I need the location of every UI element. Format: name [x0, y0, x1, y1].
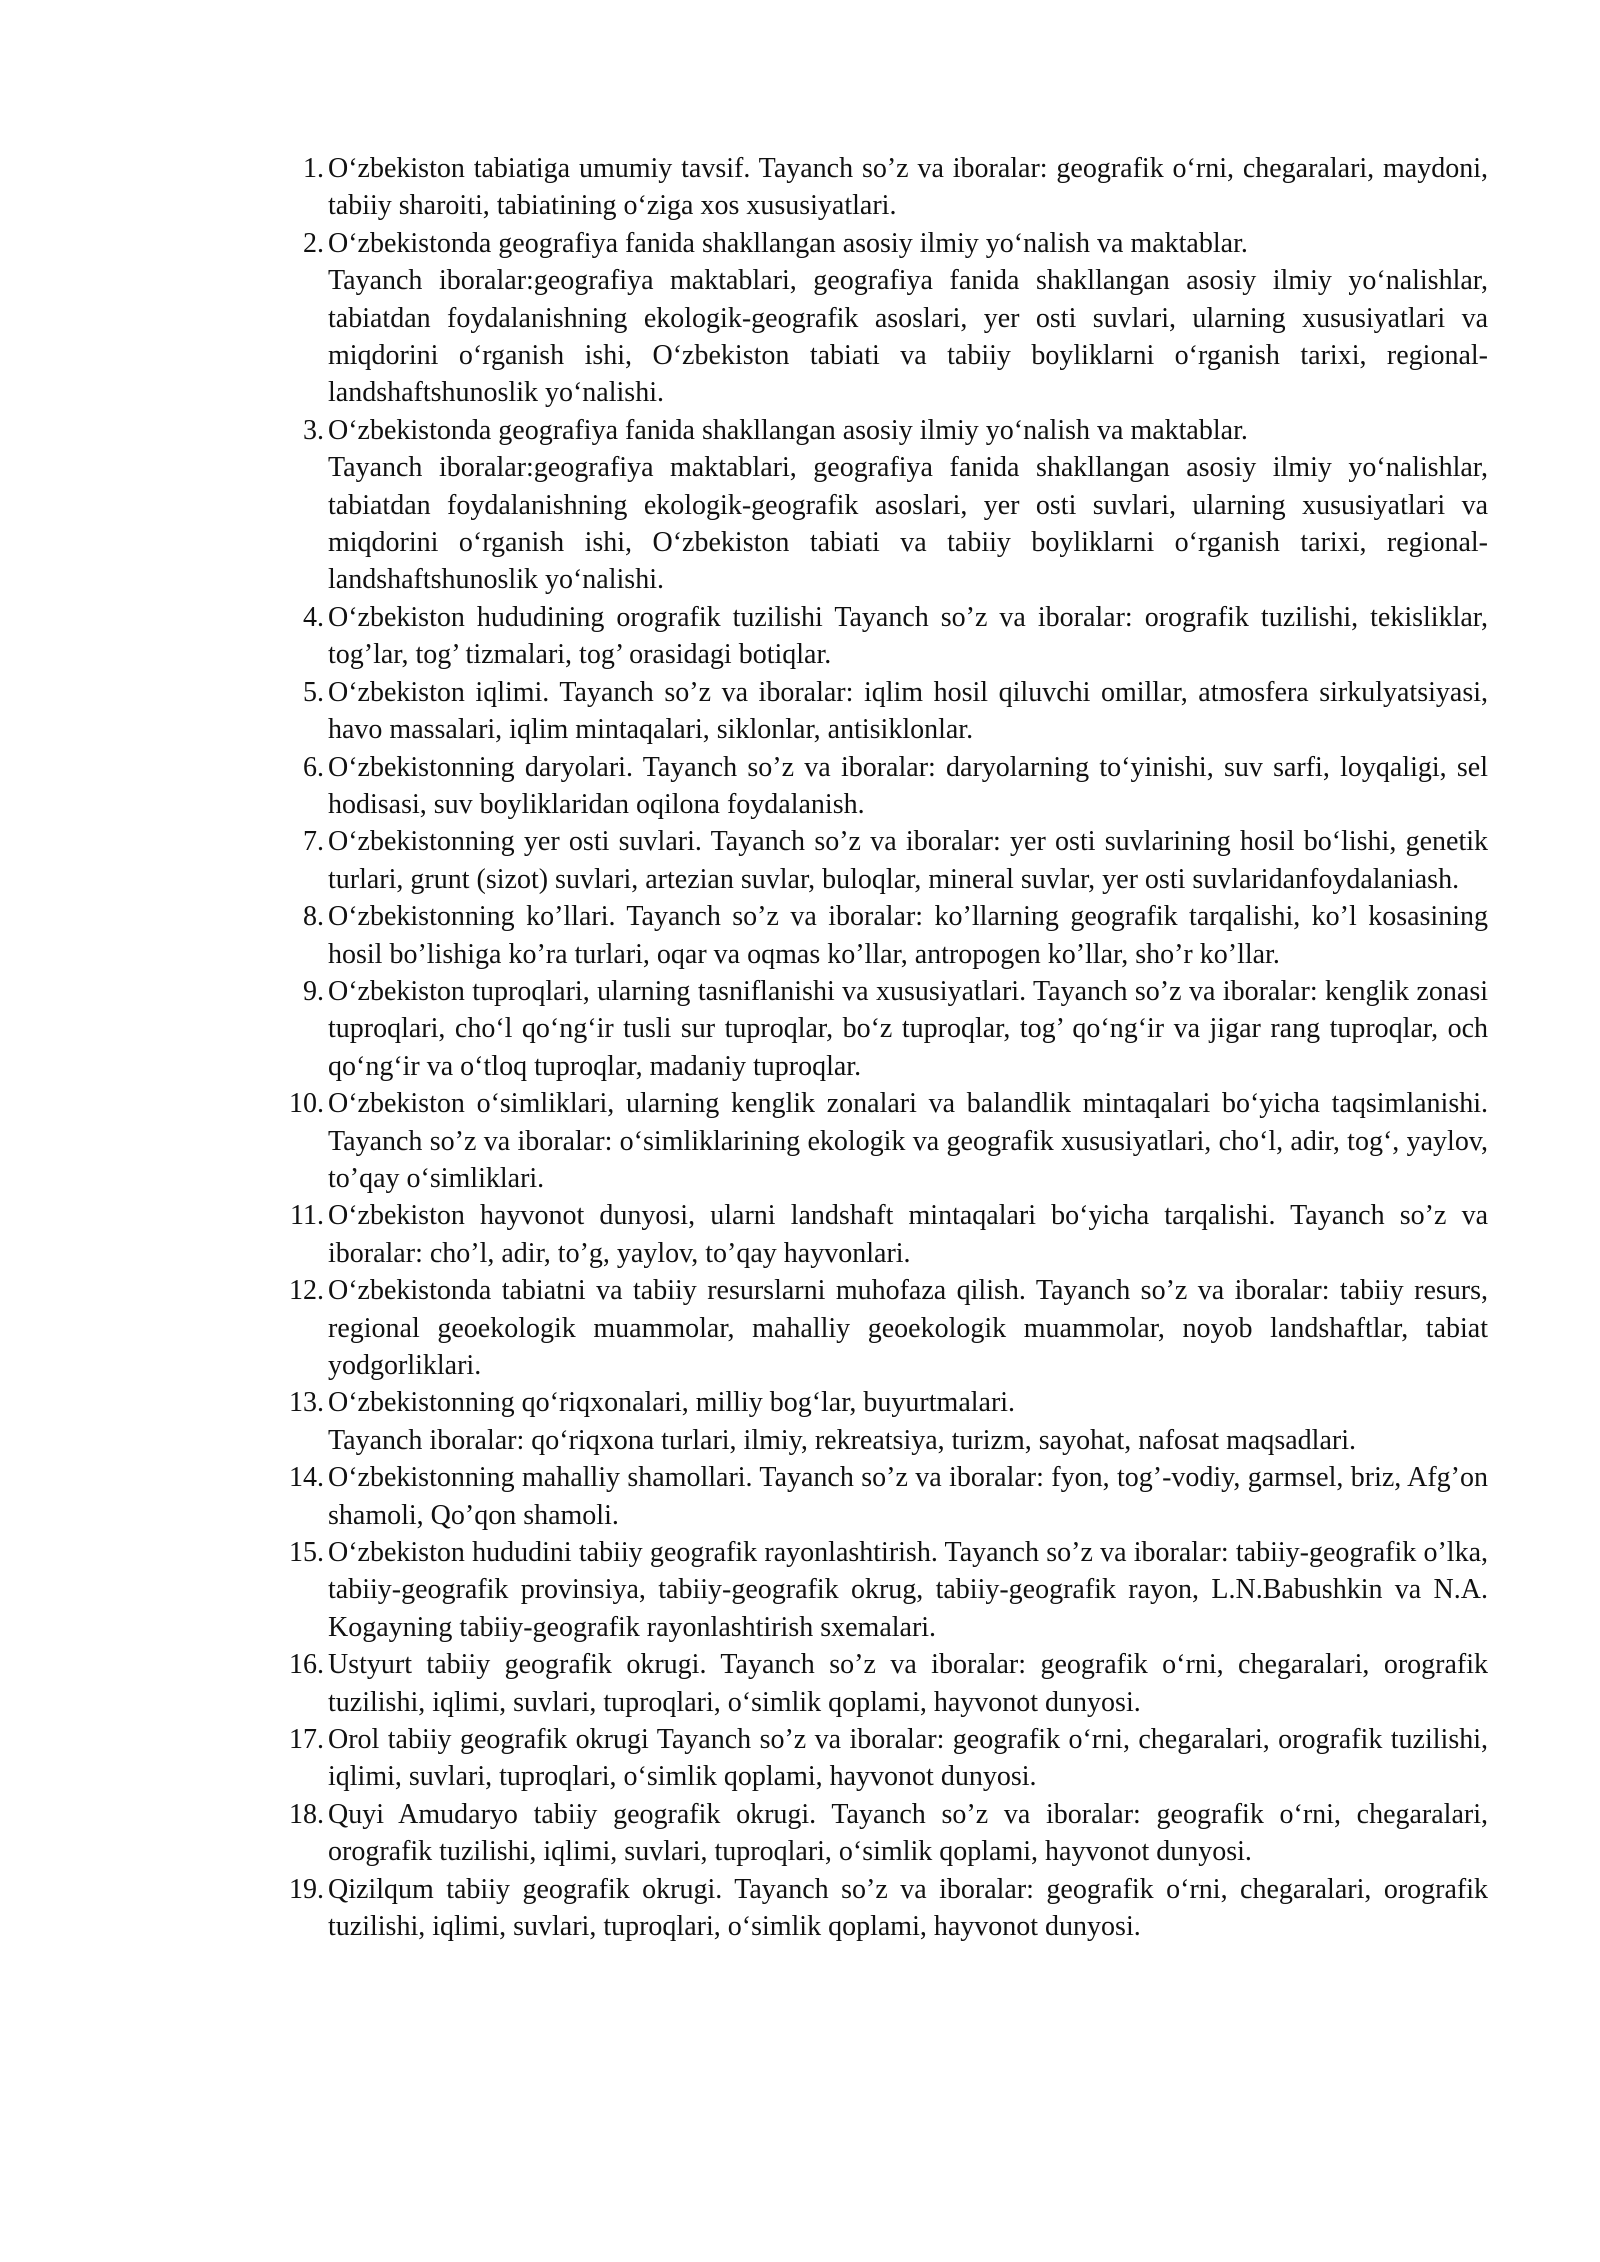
list-item: [268, 225, 1488, 412]
item-text: O‘zbekiston hududini tabiiy geografik rayonlashtirish. Tayanch so’z va iboralar: tabiiy-geografik o’lka, tabiiy-geografik provinsiya, tabiiy-geografik okrug, tabiiy-geografik rayon, L.N.Babushkin va N.A. Kogayning tabiiy-geografik rayonlashtirish sxemalari.: [328, 1537, 1488, 1643]
item-number: 18.: [289, 1798, 324, 1830]
list-item: [268, 1534, 1488, 1646]
list-item: [268, 749, 1488, 824]
list-item: [268, 1871, 1488, 1946]
list-item: [268, 898, 1488, 973]
item-text: Ustyurt tabiiy geografik okrugi. Tayanch so’z va iboralar: geografik o‘rni, chegaralari, orografik tuzilishi, iqlimi, suvlari, tuproqlari, o‘simlik qoplami, hayvonot dunyosi.: [328, 1649, 1488, 1718]
item-number: 2.: [303, 227, 324, 259]
item-number: 9.: [303, 975, 324, 1007]
item-subtext: Tayanch iboralar:geografiya maktablari, geografiya fanida shakllangan asosiy ilmiy yo‘nalishlar, tabiatdan foydalanishning ekologik-geografik asoslari, yer osti suvlari, ularning xususiyatlari va miqdorini o‘rganish ishi, O‘zbekiston tabiati va tabiiy boyliklarni o‘rganish tarixi, regional-landshaftshunoslik yo‘nalishi.: [328, 452, 1488, 596]
item-text: Qizilqum tabiiy geografik okrugi. Tayanch so’z va iboralar: geografik o‘rni, chegaralari, orografik tuzilishi, iqlimi, suvlari, tuproqlari, o‘simlik qoplami, hayvonot dunyosi.: [328, 1873, 1488, 1943]
list-item: [268, 1721, 1488, 1796]
list-item: [268, 1384, 1488, 1459]
item-number: 4.: [303, 601, 324, 633]
item-text: O‘zbekistonning daryolari. Tayanch so’z va iboralar: daryolarning to‘yinishi, suv sarfi, loyqaligi, sel hodisasi, suv boyliklaridan oqilona foydalanish.: [328, 751, 1488, 820]
list-item: [268, 412, 1488, 599]
list-item: [268, 1459, 1488, 1534]
item-text: Orol tabiiy geografik okrugi Tayanch so’z va iboralar: geografik o‘rni, chegaralari, orografik tuzilishi, iqlimi, suvlari, tuproqlari, o‘simlik qoplami, hayvonot dunyosi.: [328, 1724, 1488, 1793]
item-text: O‘zbekiston tabiatiga umumiy tavsif. Tayanch so’z va iboralar: geografik o‘rni, chegaralari, maydoni, tabiiy sharoiti, tabiatining o‘ziga xos xususiyatlari.: [328, 153, 1488, 222]
item-number: 7.: [303, 826, 324, 858]
item-text: O‘zbekistonda geografiya fanida shakllangan asosiy ilmiy yo‘nalish va maktablar.: [328, 227, 1248, 259]
list-item: [268, 1646, 1488, 1721]
item-number: 13.: [289, 1387, 324, 1419]
item-number: 17.: [289, 1724, 324, 1756]
list-item: [268, 1796, 1488, 1871]
item-text: O‘zbekiston hayvonot dunyosi, ularni landshaft mintaqalari bo‘yicha tarqalishi. Tayanch so’z va iboralar: cho’l, adir, to’g, yaylov, to’qay hayvonlari.: [328, 1200, 1488, 1269]
list-item: [268, 674, 1488, 749]
item-text: O‘zbekistonning mahalliy shamollari. Tayanch so’z va iboralar: fyon, tog’-vodiy, garmsel, briz, Afg’on shamoli, Qo’qon shamoli.: [328, 1462, 1488, 1531]
item-subtext: Tayanch iboralar:geografiya maktablari, geografiya fanida shakllangan asosiy ilmiy yo‘nalishlar, tabiatdan foydalanishning ekologik-geografik asoslari, yer osti suvlari, ularning xususiyatlari va miqdorini o‘rganish ishi, O‘zbekiston tabiati va tabiiy boyliklarni o‘rganish tarixi, regional-landshaftshunoslik yo‘nalishi.: [328, 265, 1488, 409]
topic-list: [268, 150, 1488, 1946]
item-number: 11.: [290, 1200, 324, 1232]
item-number: 8.: [303, 901, 324, 933]
item-subtext: Tayanch iboralar: qo‘riqxona turlari, ilmiy, rekreatsiya, turizm, sayohat, nafosat maqsadlari.: [328, 1424, 1356, 1456]
item-number: 12.: [289, 1275, 324, 1307]
list-item: [268, 1197, 1488, 1272]
item-number: 1.: [303, 153, 324, 184]
list-item: [268, 973, 1488, 1085]
item-text: O‘zbekiston hududining orografik tuzilishi Tayanch so’z va iboralar: orografik tuzilishi, tekisliklar, tog’lar, tog’ tizmalari, tog’ orasidagi botiqlar.: [328, 601, 1488, 671]
list-item: [268, 1085, 1488, 1197]
item-text: O‘zbekistonning qo‘riqxonalari, milliy bog‘lar, buyurtmalari.: [328, 1387, 1016, 1419]
item-number: 5.: [303, 676, 324, 708]
list-item: [268, 823, 1488, 898]
item-text: O‘zbekistonning ko’llari. Tayanch so’z va iboralar: ko’llarning geografik tarqalishi, ko’l kosasining hosil bo’lishiga ko’ra turlari, oqar va oqmas ko’llar, antropogen ko’llar, sho’r ko’llar.: [328, 901, 1488, 970]
item-number: 10.: [289, 1088, 324, 1120]
item-number: 16.: [289, 1649, 324, 1681]
item-text: O‘zbekiston o‘simliklari, ularning kenglik zonalari va balandlik mintaqalari bo‘yicha taqsimlanishi. Tayanch so’z va iboralar: o‘simliklarining ekologik va geografik xususiyatlari, cho‘l, adir, tog‘, yaylov, to’qay o‘simliklari.: [328, 1088, 1488, 1194]
item-text: O‘zbekistonning yer osti suvlari. Tayanch so’z va iboralar: yer osti suvlarining hosil bo‘lishi, genetik turlari, grunt (sizot) suvlari, artezian suvlar, buloqlar, mineral suvlar, yer osti suvlaridanfoydalaniash.: [328, 826, 1488, 895]
item-text: O‘zbekistonda tabiatni va tabiiy resurslarni muhofaza qilish. Tayanch so’z va iboralar: tabiiy resurs, regional geoekologik muammolar, mahalliy geoekologik muammolar, noyob landshaftlar, tabiat yodgorliklari.: [328, 1275, 1488, 1381]
item-number: 14.: [289, 1462, 324, 1494]
item-text: O‘zbekiston tuproqlari, ularning tasniflanishi va xususiyatlari. Tayanch so’z va iboralar: kenglik zonasi tuproqlari, cho‘l qo‘ng‘ir tusli sur tuproqlar, bo‘z tuproqlar, tog’ qo‘ng‘ir va jigar rang tuproqlar, och qo‘ng‘ir va o‘tloq tuproqlar, madaniy tuproqlar.: [328, 975, 1488, 1082]
item-number: 19.: [289, 1873, 324, 1905]
list-item: [268, 1272, 1488, 1384]
list-item: [268, 150, 1488, 225]
item-number: 6.: [303, 751, 324, 783]
list-item: [268, 599, 1488, 674]
item-number: 3.: [303, 414, 324, 446]
item-text: Quyi Amudaryo tabiiy geografik okrugi. Tayanch so’z va iboralar: geografik o‘rni, chegaralari, orografik tuzilishi, iqlimi, suvlari, tuproqlari, o‘simlik qoplami, hayvonot dunyosi.: [328, 1798, 1488, 1868]
item-number: 15.: [289, 1537, 324, 1569]
item-text: O‘zbekistonda geografiya fanida shakllangan asosiy ilmiy yo‘nalish va maktablar.: [328, 414, 1248, 446]
item-text: O‘zbekiston iqlimi. Tayanch so’z va iboralar: iqlim hosil qiluvchi omillar, atmosfera sirkulyatsiyasi, havo massalari, iqlim mintaqalari, siklonlar, antisiklonlar.: [328, 676, 1488, 746]
